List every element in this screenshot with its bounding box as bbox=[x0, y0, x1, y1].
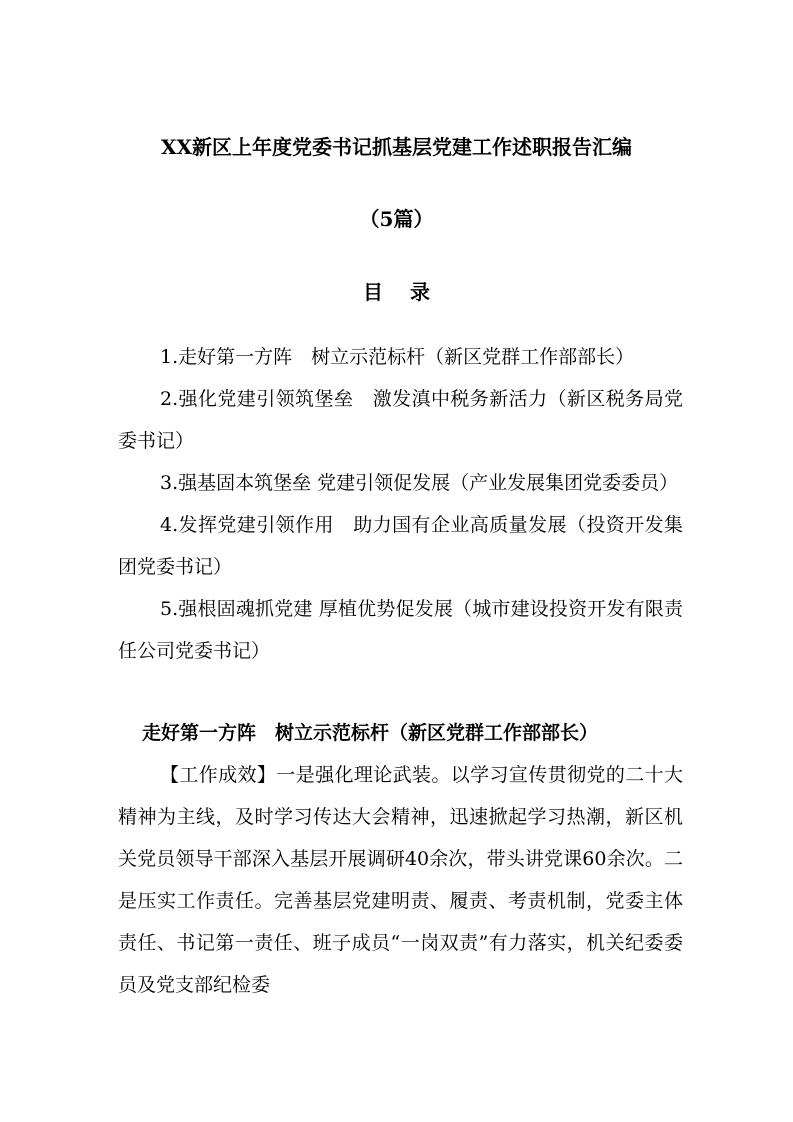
toc-item: 5.强根固魂抓党建 厚植优势促发展（城市建设投资开发有限责任公司党委书记） bbox=[118, 598, 683, 662]
document-title: XX新区上年度党委书记抓基层党建工作述职报告汇编 bbox=[160, 135, 633, 159]
toc-item: 1.走好第一方阵 树立示范标杆（新区党群工作部部长） bbox=[160, 346, 635, 368]
body-paragraph: 【工作成效】一是强化理论武装。以学习宣传贯彻党的二十大精神为主线，及时学习传达大会精神，迅速掀起学习热潮，新区机关党员领导干部深入基层开展调研40余次，带头讲党课60余次。二是压实工作责任。完善基层党建明责、履责、考责机制，党委主体责任、书记第一责任、班子成员“一岗双责”有力落实，机关纪委委员及党支部纪检委 bbox=[118, 764, 683, 996]
table-of-contents bbox=[118, 336, 683, 672]
toc-item: 4.发挥党建引领作用 助力国有企业高质量发展（投资开发集团党委书记） bbox=[118, 514, 683, 578]
document-subtitle: （5篇） bbox=[359, 207, 434, 231]
toc-item: 3.强基固本筑堡垒 党建引领促发展（产业发展集团党委委员） bbox=[160, 472, 679, 494]
toc-heading: 目 录 bbox=[363, 280, 440, 304]
section-heading: 走好第一方阵 树立示范标杆（新区党群工作部部长） bbox=[142, 722, 599, 744]
toc-item: 2.强化党建引领筑堡垒 激发滇中税务新活力（新区税务局党委书记） bbox=[118, 388, 683, 452]
